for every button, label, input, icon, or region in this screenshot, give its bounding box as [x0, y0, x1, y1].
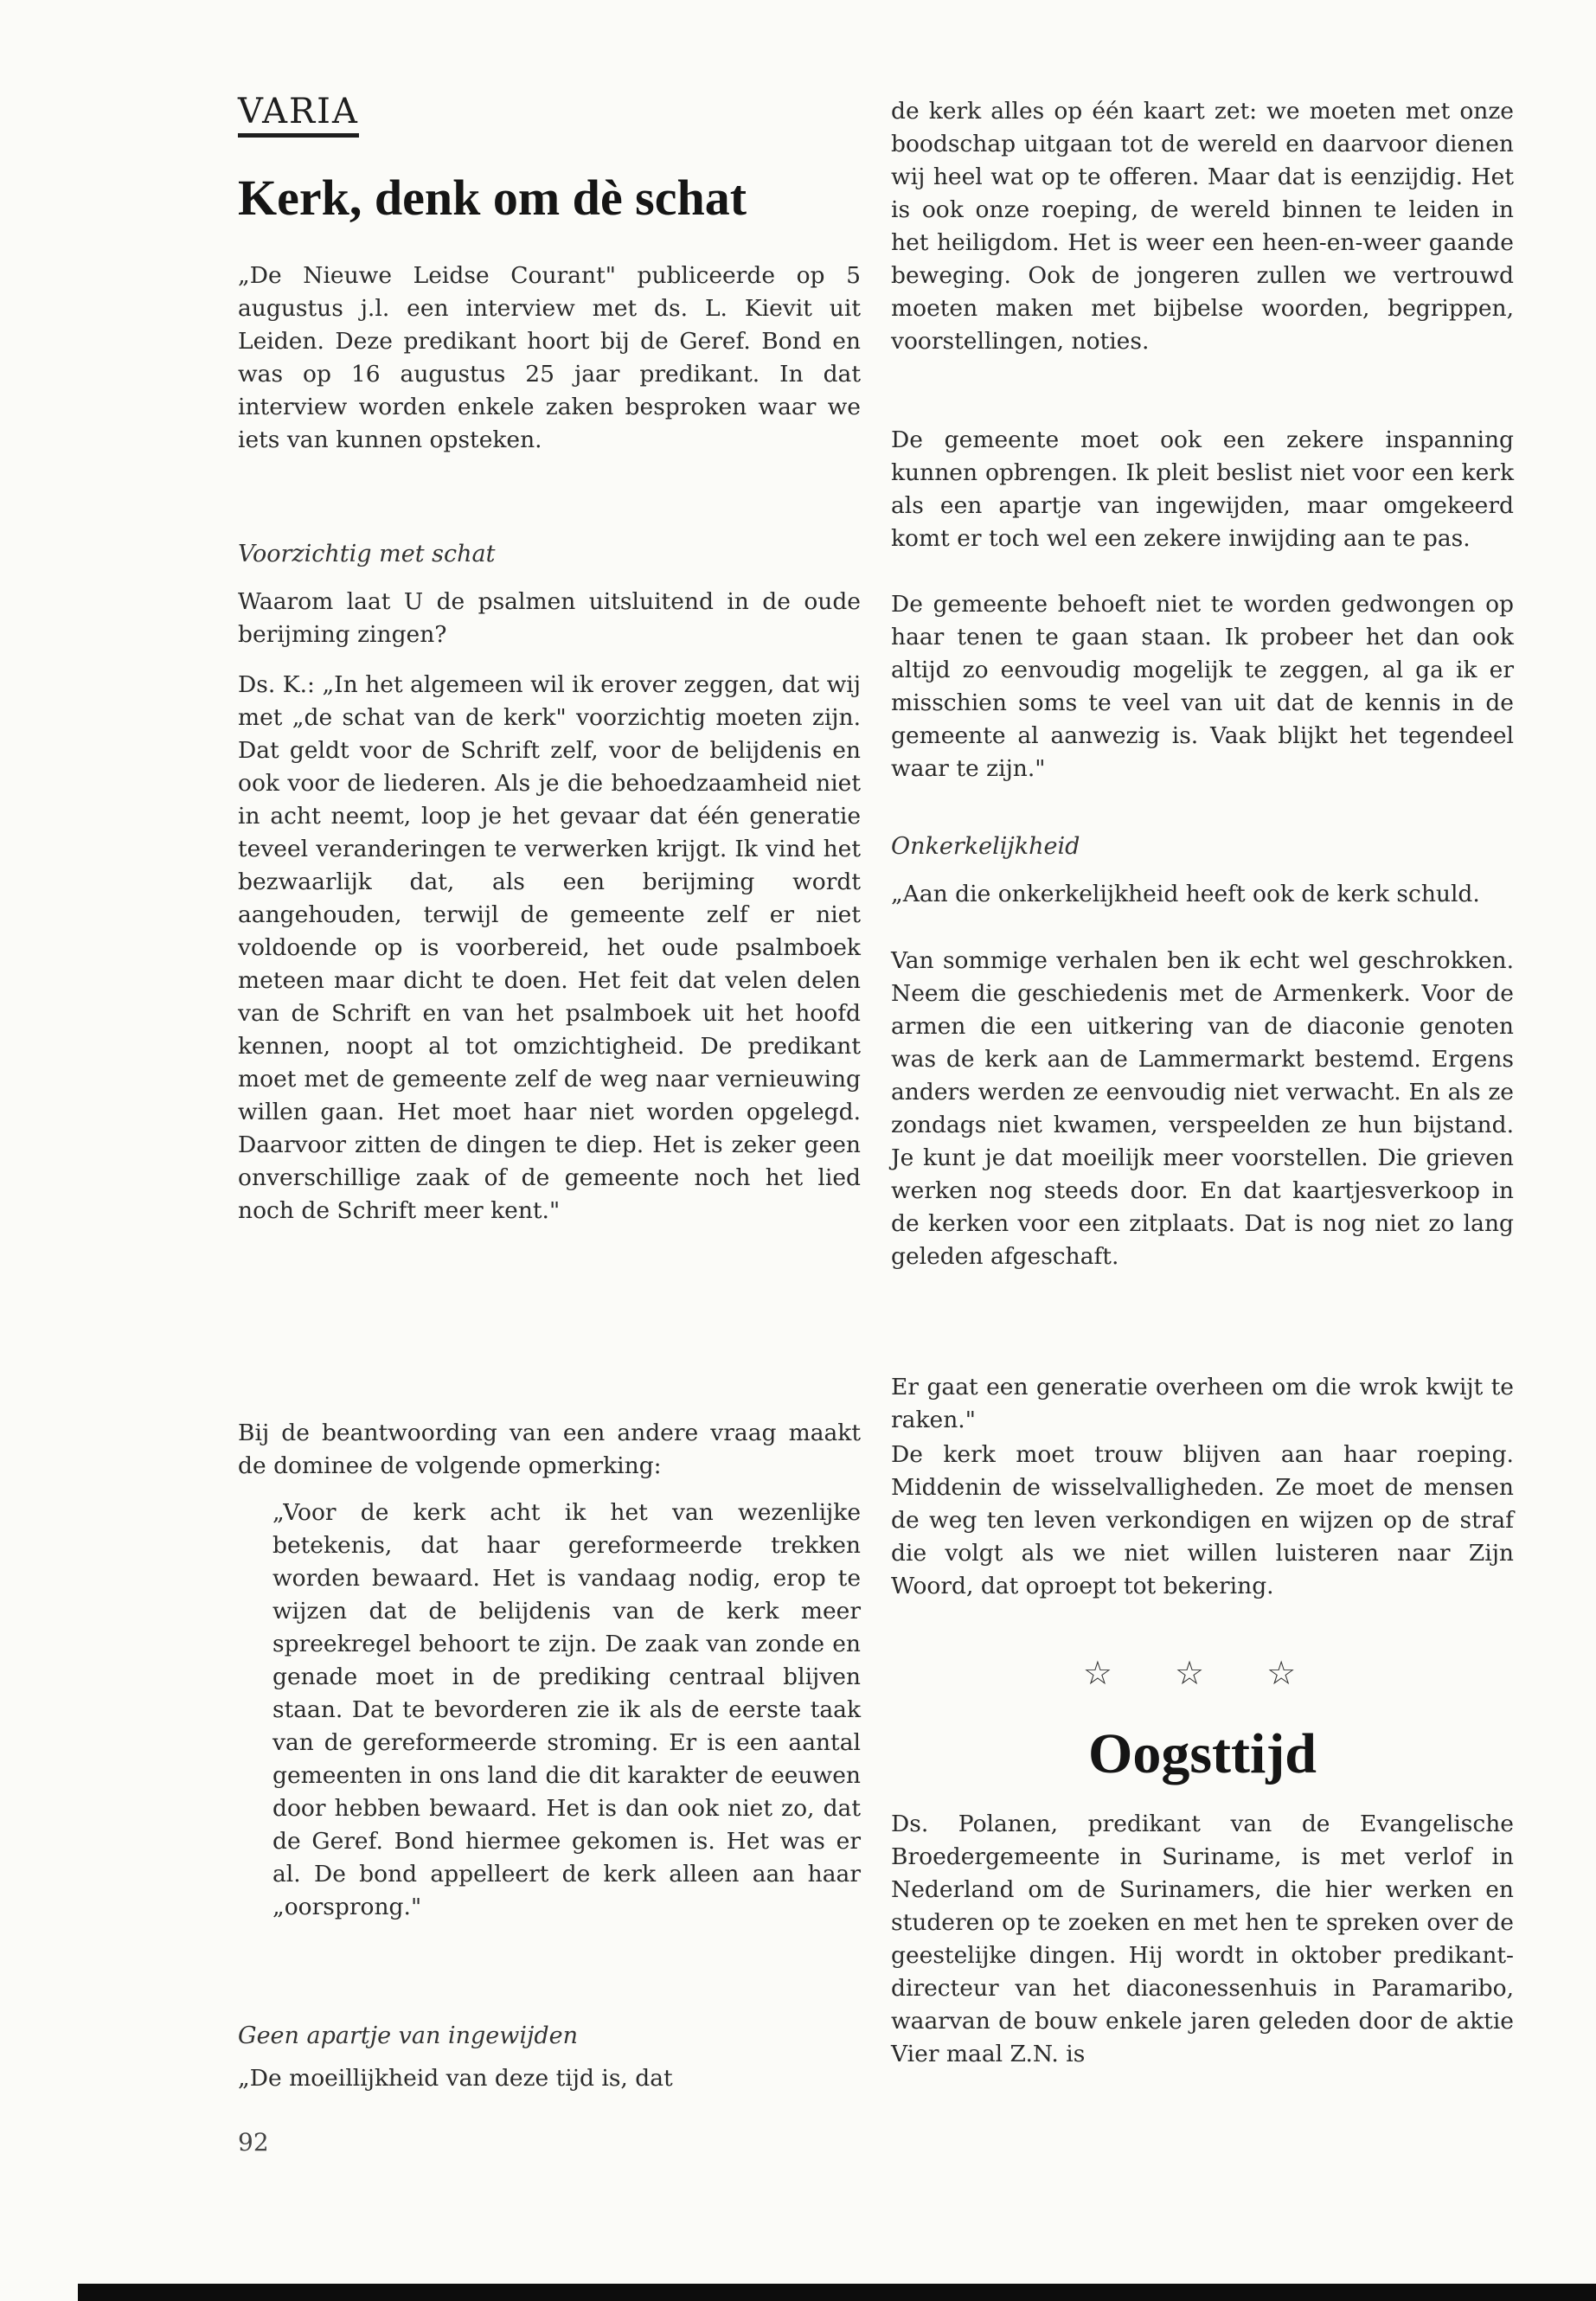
right-paragraph-6: Er gaat een generatie overheen om die wrok kwijt te raken.": [891, 1374, 1514, 1433]
right-paragraph-5: Van sommige verhalen ben ik echt wel geschrokken. Neem die geschiedenis met de Armenkerk. Voor de armen die een uitkering van de diaconie genoten was de kerk aan de Lammermarkt bestemd. Ergens anders werden ze eenvoudig niet verwacht. En als ze zondags niet kwamen, verspeelden ze hun bijstand. Je kunt je dat moeilijk meer voorstellen. Die grieven werken nog steeds door. En dat kaartjesverkoop in de kerken voor een zitplaats. Dat is nog niet zo lang geleden afgeschaft.: [891, 947, 1514, 1270]
last-line-left: „De moeillijkheid van deze tijd is, dat: [238, 2065, 673, 2092]
right-paragraph-1: de kerk alles op één kaart zet: we moeten met onze boodschap uitgaan tot de wereld en daarvoor dienen wij heel wat op te offeren. Maar dat is eenzijdig. Het is ook onze roeping, de wereld binnen te leiden in het heiligdom. Het is weer een heen-en-weer gaande beweging. Ook de jongeren zullen we vertrouwd moeten maken met bijbelse woorden, begrippen, voorstellingen, noties.: [891, 98, 1514, 355]
star-divider: ☆ ☆ ☆: [1082, 1654, 1323, 1692]
subheading-onkerkelijkheid: Onkerkelijkheid: [891, 833, 1080, 860]
subheading-voorzichtig: Voorzichtig met schat: [238, 541, 496, 567]
oogsttijd-headline: Oogsttijd: [1088, 1722, 1317, 1785]
question-paragraph: Waarom laat U de psalmen uitsluitend in de oude berijming zingen?: [238, 588, 861, 648]
lead-in-paragraph: Bij de beantwoording van een andere vraag maakt de dominee de volgende opmerking:: [238, 1420, 861, 1479]
section-label: VARIA: [238, 92, 359, 138]
intro-paragraph: „De Nieuwe Leidse Courant" publiceerde op 5 augustus j.l. een interview met ds. L. Kievit uit Leiden. Deze predikant hoort bij de Geref. Bond en was op 16 augustus 25 jaar predikant. In dat interview worden enkele zaken besproken waar we iets van kunnen opsteken.: [238, 262, 861, 453]
scan-edge-bar: [78, 2284, 1596, 2301]
page-number: 92: [238, 2128, 269, 2157]
answer-paragraph: Ds. K.: „In het algemeen wil ik erover zeggen, dat wij met „de schat van de kerk" voorzichtig moeten zijn. Dat geldt voor de Schrift zelf, voor de belijdenis en ook voor de liederen. Als je die behoedzaamheid niet in acht neemt, loop je het gevaar dat één generatie teveel veranderingen te verwerken krijgt. Ik vind het bezwaarlijk dat, als een berijming wordt aangehouden, terwijl de gemeente zelf er niet voldoende op is voorbereid, het oude psalmboek meteen maar dicht te doen. Het feit dat velen delen van de Schrift en van het psalmboek uit het hoofd kennen, noopt al tot omzichtigheid. De predikant moet met de gemeente zelf de weg naar vernieuwing willen gaan. Het moet haar niet worden opgelegd. Daarvoor zitten de dingen te diep. Het is zeker geen onverschillige zaak of de gemeente noch het lied noch de Schrift meer kent.": [238, 671, 861, 1224]
right-paragraph-7: De kerk moet trouw blijven aan haar roeping. Middenin de wisselvalligheden. Ze moet de mensen de weg ten leven verkondigen en wijzen op de straf die volgt als we niet willen luisteren naar Zijn Woord, dat oproept tot bekering.: [891, 1441, 1514, 1599]
right-paragraph-4: „Aan die onkerkelijkheid heeft ook de kerk schuld.: [891, 881, 1480, 907]
oogsttijd-paragraph: Ds. Polanen, predikant van de Evangelische Broedergemeente in Suriname, is met verlof in Nederland om de Surinamers, die hier werken en studeren op te zoeken en met hen te spreken over de geestelijke dingen. Hij wordt in oktober predikant-directeur van het diaconessenhuis in Paramaribo, waarvan de bouw enkele jaren geleden door de aktie Vier maal Z.N. is: [891, 1811, 1514, 2067]
subheading-apartje: Geen apartje van ingewijden: [238, 2022, 579, 2049]
right-paragraph-3: De gemeente behoeft niet te worden gedwongen op haar tenen te gaan staan. Ik probeer het dan ook altijd zo eenvoudig mogelijk te zeggen, al ga ik er misschien soms te veel van uit dat de kennis in de gemeente al aanwezig is. Vaak blijkt het tegendeel waar te zijn.": [891, 591, 1514, 782]
quote-paragraph: „Voor de kerk acht ik het van wezenlijke betekenis, dat haar gereformeerde trekken worden bewaard. Het is vandaag nodig, erop te wijzen dat de belijdenis van de kerk meer spreekregel behoort te zijn. De zaak van zonde en genade moet in de prediking centraal blijven staan. Dat te bevorderen zie ik als de eerste taak van de gereformeerde stroming. Er is een aantal gemeenten in ons land die dit karakter de eeuwen door hebben bewaard. Het is dan ook niet zo, dat de Geref. Bond hiermee gekomen is. Het was er al. De bond appelleert de kerk alleen aan haar „oorsprong.": [272, 1499, 861, 1920]
article-headline: Kerk, denk om dè schat: [238, 170, 747, 226]
right-paragraph-2: De gemeente moet ook een zekere inspanning kunnen opbrengen. Ik pleit beslist niet voor een kerk als een apartje van ingewijden, maar omgekeerd komt er toch wel een zekere inwijding aan te pas.: [891, 426, 1514, 552]
